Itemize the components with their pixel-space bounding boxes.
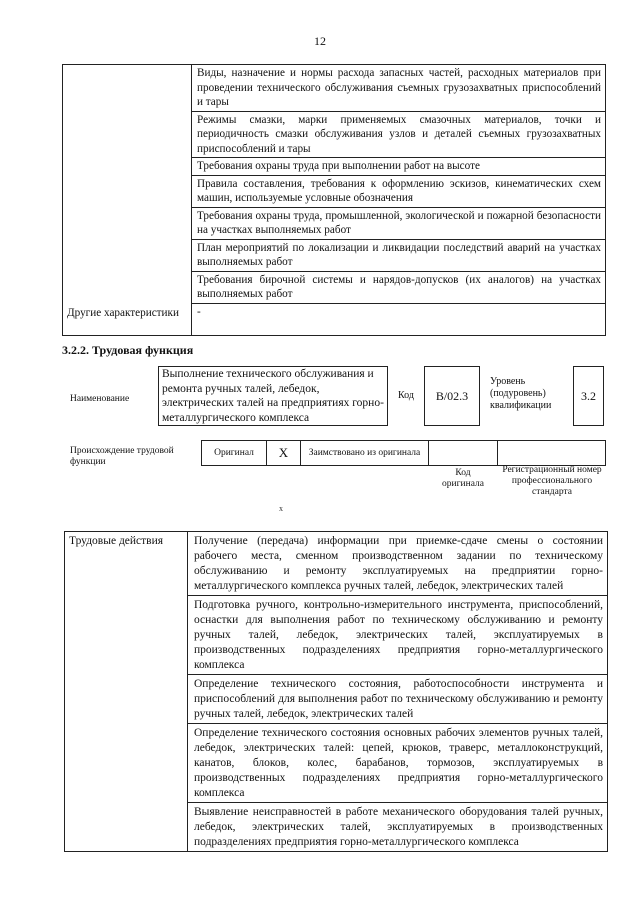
table-row: Определение технического состояния, работоспособности инструмента и приспособлений для выполнения работ по техническому обслуживанию и ремонту ручных талей, лебедок, электрических талей: [188, 675, 607, 724]
knowledge-left-column: [63, 65, 192, 335]
level-label: [490, 376, 562, 412]
other-characteristics-value: -: [197, 305, 201, 318]
labor-actions-table: [64, 531, 608, 852]
origin-label-text: Происхождение трудовой функции: [70, 446, 174, 467]
labor-actions-left-column: [65, 532, 188, 851]
original-mark: X: [267, 441, 301, 465]
table-row: Требования охраны труда при выполнении работ на высоте: [192, 158, 605, 176]
table-row: Требования бирочной системы и нарядов-допусков (их аналогов) на участках выполняемых работ: [192, 272, 605, 304]
code-original-label: Код оригинала: [442, 468, 484, 489]
table-row: Требования охраны труда, промышленной, экологической и пожарной безопасности на участках выполняемых работ: [192, 208, 605, 240]
level-label-text: Уровень (подуровень) квалификации: [490, 376, 552, 411]
level-value: 3.2: [573, 366, 604, 426]
other-characteristics-label: Другие характеристики: [67, 306, 179, 319]
code-label: Код: [398, 390, 414, 401]
borrowed-cell: Заимствовано из оригинала: [301, 441, 429, 465]
table-row: Режимы смазки, марки применяемых смазочных материалов, точки и периодичность смазки обслуживания узлов и деталей съемных грузозахватных приспособлений и тары: [192, 112, 605, 159]
table-row: План мероприятий по локализации и ликвидации последствий аварий на участках выполняемых работ: [192, 240, 605, 272]
table-row: Выявление неисправностей в работе механического оборудования талей ручных, лебедок, электрических талей, эксплуатируемых в производственных подразделениях предприятия горно-металлургического комплекса: [194, 806, 603, 848]
table-row: Получение (передача) информации при приемке-сдаче смены о состоянии рабочего места, сменном производственном задании по техническому обслуживанию и ремонту эксплуатируемых на предприятии горно-металлургического комплекса ручных талей, лебедок, электрических талей: [188, 532, 607, 596]
knowledge-table: [62, 64, 606, 336]
reg-number-label: Регистрационный номер профессионального стандарта: [502, 465, 602, 497]
labor-actions-title: Трудовые действия: [69, 535, 164, 547]
function-name-box: Выполнение технического обслуживания и ремонта ручных талей, лебедок, электрических талей на предприятиях горно-металлургического комплекса: [158, 366, 388, 426]
table-row: Подготовка ручного, контрольно-измерительного инструмента, приспособлений, оснастки для выполнения работ по техническому обслуживанию и ремонту ручных талей, лебедок, электрических талей, эксплуатируемых в производственных подразделениях предприятия горно-металлургического комплекса: [188, 596, 607, 675]
code-value: B/02.3: [424, 366, 480, 426]
origin-label: [70, 446, 196, 468]
page-number: 12: [314, 34, 326, 48]
small-mark: x: [279, 504, 283, 513]
table-row: Виды, назначение и нормы расхода запасных частей, расходных материалов при проведении технического обслуживания съемных грузозахватных приспособлений и тары: [192, 65, 605, 112]
reg-number-cell: [498, 441, 605, 465]
origin-table: [201, 440, 606, 466]
section-title: 3.2.2. Трудовая функция: [62, 343, 194, 357]
table-row: Определение технического состояния основных рабочих элементов ручных талей, лебедок, электрических талей: цепей, крюков, траверс, металлоконструкций, канатов, блоков, колес, барабанов, тормозов, эксплуатируемых в производственных подразделениях предприятия горно-металлургического комплекса: [188, 724, 607, 803]
original-cell: Оригинал: [202, 441, 267, 465]
name-label: Наименование: [70, 394, 130, 404]
other-characteristics-row: [67, 304, 605, 335]
table-row: Правила составления, требования к оформлению эскизов, кинематических схем машин, используемые условные обозначения: [192, 176, 605, 208]
code-original-cell: [429, 441, 498, 465]
